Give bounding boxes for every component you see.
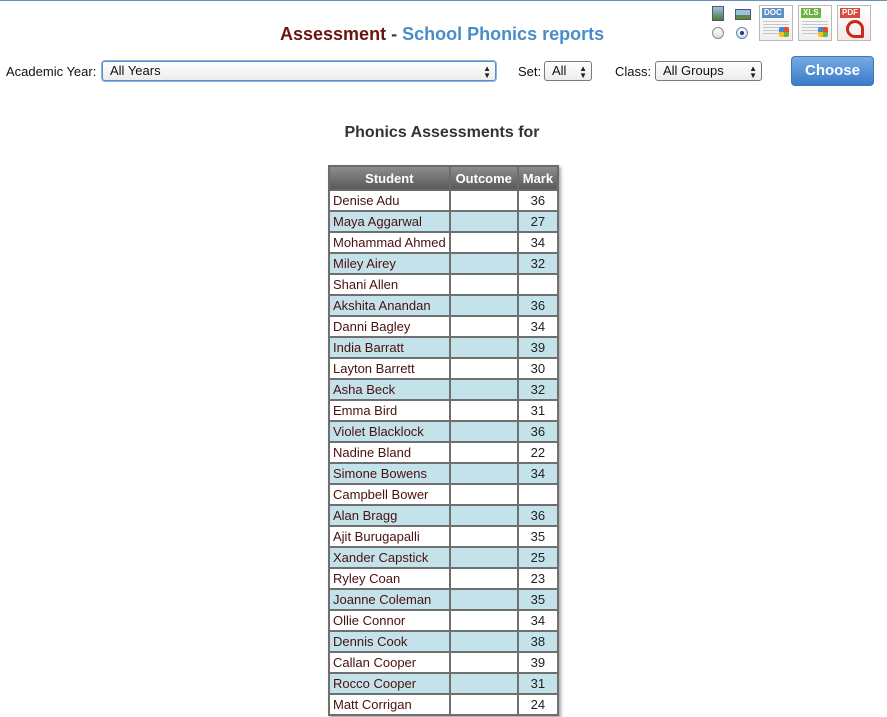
outcome-cell: [450, 358, 518, 379]
student-cell: Danni Bagley: [329, 316, 450, 337]
outcome-cell: [450, 253, 518, 274]
column-header-student[interactable]: Student: [329, 166, 450, 190]
student-cell: Layton Barrett: [329, 358, 450, 379]
mark-cell: 23: [518, 568, 558, 589]
mark-cell: 32: [518, 253, 558, 274]
mark-cell: 39: [518, 652, 558, 673]
outcome-cell: [450, 526, 518, 547]
mark-cell: 36: [518, 505, 558, 526]
table-row: [329, 232, 558, 253]
table-row: [329, 358, 558, 379]
outcome-cell: [450, 337, 518, 358]
outcome-cell: [450, 232, 518, 253]
mark-cell: 31: [518, 673, 558, 694]
title-module: Assessment: [280, 24, 387, 44]
mark-cell: 31: [518, 400, 558, 421]
portrait-radio[interactable]: [712, 27, 724, 39]
outcome-cell: [450, 463, 518, 484]
class-select[interactable]: [655, 61, 762, 81]
student-cell: Rocco Cooper: [329, 673, 450, 694]
mark-cell: [518, 484, 558, 505]
mark-cell: 32: [518, 379, 558, 400]
academic-year-label: Academic Year:: [6, 64, 97, 79]
outcome-cell: [450, 568, 518, 589]
table-row: [329, 463, 558, 484]
outcome-cell: [450, 295, 518, 316]
mark-cell: 24: [518, 694, 558, 715]
column-header-outcome[interactable]: Outcome: [450, 166, 518, 190]
student-cell: Mohammad Ahmed: [329, 232, 450, 253]
table-row: [329, 568, 558, 589]
student-cell: Callan Cooper: [329, 652, 450, 673]
student-cell: Campbell Bower: [329, 484, 450, 505]
title-separator: -: [386, 24, 403, 44]
table-row: [329, 652, 558, 673]
doc-tag: DOC: [764, 8, 782, 17]
table-row: [329, 295, 558, 316]
set-select[interactable]: [544, 61, 592, 81]
column-header-mark[interactable]: Mark: [518, 166, 558, 190]
page-title: [280, 24, 620, 46]
student-cell: Dennis Cook: [329, 631, 450, 652]
student-cell: Matt Corrigan: [329, 694, 450, 715]
mark-cell: 39: [518, 337, 558, 358]
table-row: [329, 673, 558, 694]
xls-tag: XLS: [803, 8, 819, 17]
outcome-cell: [450, 631, 518, 652]
outcome-cell: [450, 610, 518, 631]
mark-cell: 36: [518, 190, 558, 211]
export-xls-icon[interactable]: [798, 5, 832, 41]
pdf-tag: PDF: [842, 8, 858, 17]
title-report: School Phonics reports: [402, 24, 605, 44]
student-cell: Xander Capstick: [329, 547, 450, 568]
top-rule: [0, 0, 887, 1]
mark-cell: [518, 274, 558, 295]
portrait-page-icon: [712, 6, 724, 21]
student-cell: Joanne Coleman: [329, 589, 450, 610]
table-row: [329, 505, 558, 526]
table-header-row: [329, 166, 558, 190]
mark-cell: 36: [518, 295, 558, 316]
table-row: [329, 400, 558, 421]
outcome-cell: [450, 400, 518, 421]
outcome-cell: [450, 379, 518, 400]
table-row: [329, 421, 558, 442]
table-row: [329, 253, 558, 274]
mark-cell: 34: [518, 463, 558, 484]
outcome-cell: [450, 274, 518, 295]
student-cell: Ollie Connor: [329, 610, 450, 631]
student-cell: Simone Bowens: [329, 463, 450, 484]
mark-cell: 38: [518, 631, 558, 652]
table-row: [329, 526, 558, 547]
mark-cell: 25: [518, 547, 558, 568]
student-cell: Ryley Coan: [329, 568, 450, 589]
outcome-cell: [450, 316, 518, 337]
outcome-cell: [450, 694, 518, 715]
student-cell: Violet Blacklock: [329, 421, 450, 442]
table-row: [329, 211, 558, 232]
mark-cell: 27: [518, 211, 558, 232]
outcome-cell: [450, 652, 518, 673]
table-row: [329, 547, 558, 568]
mark-cell: 30: [518, 358, 558, 379]
student-cell: Ajit Burugapalli: [329, 526, 450, 547]
assessment-table-wrap: [328, 165, 559, 716]
table-row: [329, 442, 558, 463]
outcome-cell: [450, 190, 518, 211]
student-cell: Miley Airey: [329, 253, 450, 274]
table-row: [329, 484, 558, 505]
table-row: [329, 379, 558, 400]
table-row: [329, 274, 558, 295]
mark-cell: 34: [518, 316, 558, 337]
student-cell: Nadine Bland: [329, 442, 450, 463]
class-value: All Groups: [663, 63, 724, 78]
academic-year-value: All Years: [110, 63, 161, 78]
table-row: [329, 337, 558, 358]
mark-cell: 34: [518, 610, 558, 631]
outcome-cell: [450, 211, 518, 232]
mark-cell: 34: [518, 232, 558, 253]
outcome-cell: [450, 505, 518, 526]
section-title: Phonics Assessments for: [344, 124, 540, 141]
outcome-cell: [450, 673, 518, 694]
table-row: [329, 631, 558, 652]
outcome-cell: [450, 547, 518, 568]
table-row: [329, 610, 558, 631]
export-pdf-icon[interactable]: [837, 5, 871, 41]
mark-cell: 35: [518, 526, 558, 547]
student-cell: Asha Beck: [329, 379, 450, 400]
select-arrows-icon: ▲ ▼: [483, 64, 491, 80]
class-label: Class:: [615, 64, 652, 79]
outcome-cell: [450, 589, 518, 610]
landscape-radio[interactable]: [736, 27, 748, 39]
select-arrows-icon: ▲ ▼: [579, 64, 587, 80]
set-value: All: [552, 63, 567, 78]
student-cell: Denise Adu: [329, 190, 450, 211]
set-label: Set:: [518, 64, 542, 79]
table-row: [329, 694, 558, 715]
student-cell: Emma Bird: [329, 400, 450, 421]
choose-button[interactable]: Choose: [791, 56, 874, 86]
outcome-cell: [450, 421, 518, 442]
mark-cell: 36: [518, 421, 558, 442]
mark-cell: 35: [518, 589, 558, 610]
mark-cell: 22: [518, 442, 558, 463]
student-cell: Shani Allen: [329, 274, 450, 295]
outcome-cell: [450, 484, 518, 505]
student-cell: Alan Bragg: [329, 505, 450, 526]
table-row: [329, 190, 558, 211]
export-doc-icon[interactable]: [759, 5, 793, 41]
outcome-cell: [450, 442, 518, 463]
table-row: [329, 316, 558, 337]
student-cell: Maya Aggarwal: [329, 211, 450, 232]
landscape-page-icon: [735, 9, 751, 20]
academic-year-select[interactable]: [102, 61, 496, 81]
table-row: [329, 589, 558, 610]
assessment-table: [328, 165, 559, 716]
select-arrows-icon: ▲ ▼: [749, 64, 757, 80]
student-cell: Akshita Anandan: [329, 295, 450, 316]
student-cell: India Barratt: [329, 337, 450, 358]
